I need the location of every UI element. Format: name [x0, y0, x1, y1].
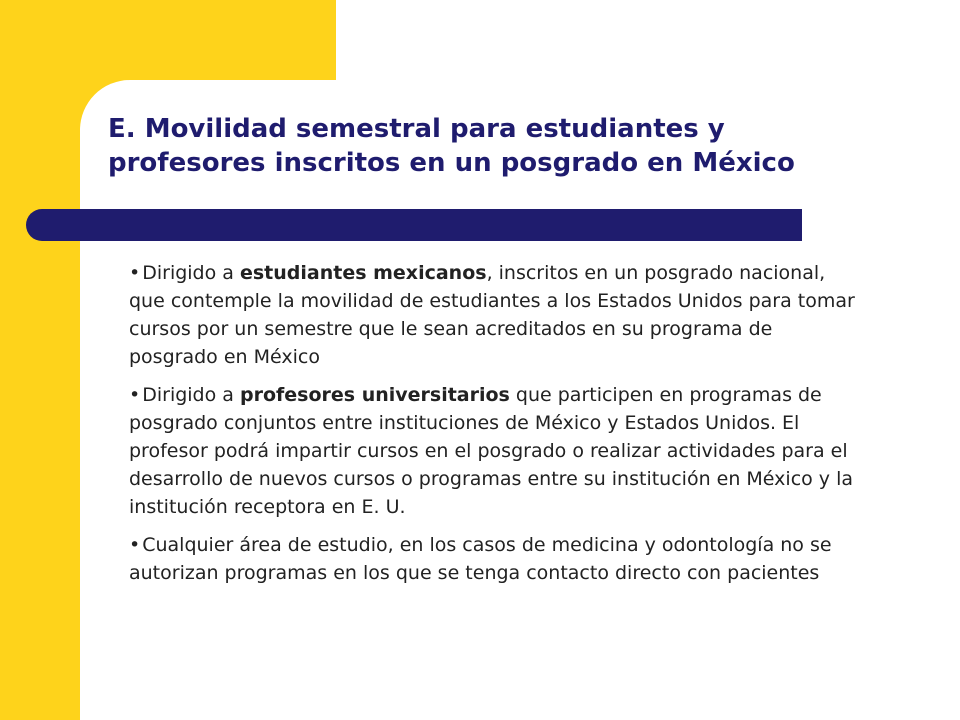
bullet-text: Cualquier área de estudio, en los casos de medicina y odontología no se autorizan programas en los que se tenga contacto directo con pacientes [129, 534, 832, 584]
bullet-dot-icon: • [129, 262, 141, 284]
bullet-item-profesores [129, 381, 859, 521]
bullet-text: , inscritos en un posgrado nacional, que contemple la movilidad de estudiantes a los Estados Unidos para tomar cursos por un semestre que le sean acreditados en su programa de posgrado en México [129, 262, 855, 368]
bullet-item-area-estudio [129, 531, 859, 587]
bullet-emphasis: profesores universitarios [239, 384, 510, 406]
bullet-text: que participen en programas de posgrado conjuntos entre instituciones de México y Estados Unidos. El profesor podrá impartir cursos en el posgrado o realizar actividades para el desarrollo de nuevos cursos o programas entre su institución en México y la institución receptora en E. U. [129, 384, 854, 518]
bullet-text: Dirigido a [142, 262, 240, 284]
bullet-emphasis: estudiantes mexicanos [239, 262, 487, 284]
bullet-dot-icon: • [129, 384, 141, 406]
bullet-item-estudiantes [129, 259, 859, 371]
title-underline-bar [26, 209, 802, 241]
slide-title: E. Movilidad semestral para estudiantes y profesores inscritos en un posgrado en México [108, 114, 795, 178]
bullet-text: Dirigido a [142, 384, 240, 406]
bullet-list [129, 259, 859, 597]
bullet-dot-icon: • [129, 534, 141, 556]
